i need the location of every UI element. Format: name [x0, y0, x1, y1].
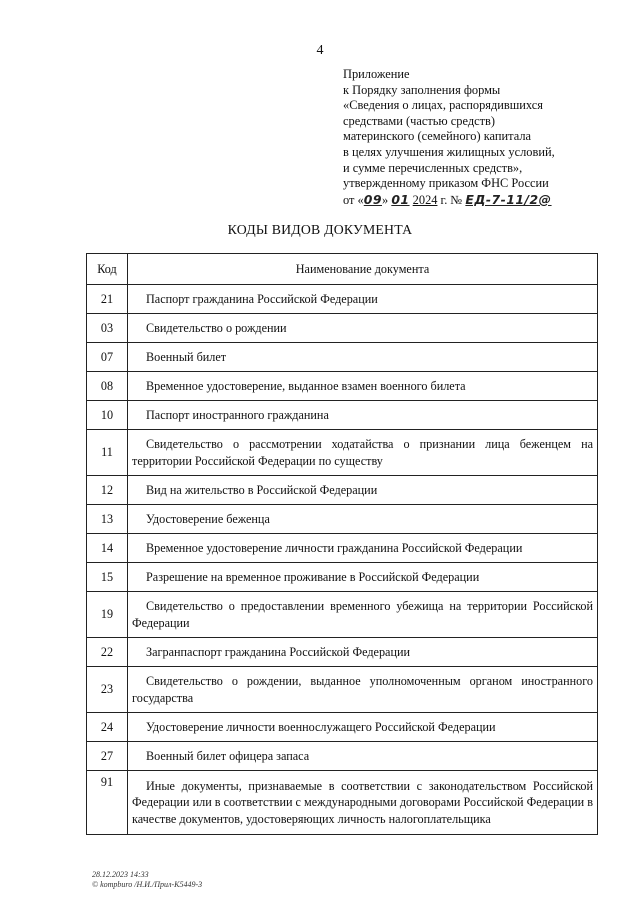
name-cell: Разрешение на временное проживание в Российской Федерации	[128, 563, 598, 592]
name-cell: Военный билет офицера запаса	[128, 742, 598, 771]
table-row	[87, 343, 598, 372]
table-row	[87, 372, 598, 401]
appendix-line: средствами (частью средств)	[343, 113, 496, 128]
appendix-line: утвержденному приказом ФНС России	[343, 176, 549, 191]
table-row	[87, 285, 598, 314]
code-cell: 13	[87, 505, 128, 534]
name-cell: Иные документы, признаваемые в соответствии с законодательством Российской Федерации или в соответствии с международными договорами Российской Федерации в качестве документов, удостоверяющих личность налогоплательщика	[128, 771, 598, 835]
column-header-name: Наименование документа	[128, 254, 598, 285]
code-cell: 24	[87, 713, 128, 742]
code-cell: 15	[87, 563, 128, 592]
document-title: КОДЫ ВИДОВ ДОКУМЕНТА	[227, 222, 413, 237]
table-row	[87, 713, 598, 742]
code-cell: 21	[87, 285, 128, 314]
table-row	[87, 314, 598, 343]
name-cell: Удостоверение личности военнослужащего Российской Федерации	[128, 713, 598, 742]
code-cell: 19	[87, 592, 128, 638]
table-row	[87, 563, 598, 592]
table-row	[87, 505, 598, 534]
table-header-row	[87, 254, 598, 285]
name-cell: Свидетельство о рождении	[128, 314, 598, 343]
name-cell: Свидетельство о рассмотрении ходатайства о признании лица беженцем на территории Российской Федерации по существу	[128, 430, 598, 476]
table-row	[87, 476, 598, 505]
table-row	[87, 430, 598, 476]
date-prefix: от «	[343, 192, 364, 207]
order-month: 01	[391, 191, 410, 207]
order-year: 2024	[412, 192, 438, 207]
code-cell: 08	[87, 372, 128, 401]
code-cell: 27	[87, 742, 128, 771]
date-mid: »	[382, 192, 389, 207]
code-cell: 14	[87, 534, 128, 563]
order-number: ЕД-7-11/2@	[465, 191, 552, 207]
code-cell: 03	[87, 314, 128, 343]
name-cell: Свидетельство о рождении, выданное уполномоченным органом иностранного государства	[128, 667, 598, 713]
code-cell: 22	[87, 638, 128, 667]
code-cell: 11	[87, 430, 128, 476]
table-row	[87, 771, 598, 835]
name-cell: Временное удостоверение, выданное взамен военного билета	[128, 372, 598, 401]
table-row	[87, 667, 598, 713]
table-row	[87, 592, 598, 638]
order-day: 09	[363, 191, 382, 207]
code-cell: 23	[87, 667, 128, 713]
name-cell: Загранпаспорт гражданина Российской Федерации	[128, 638, 598, 667]
column-header-code: Код	[87, 254, 128, 285]
code-cell: 91	[87, 771, 128, 835]
table-row	[87, 638, 598, 667]
table-row	[87, 742, 598, 771]
document-codes-table	[86, 253, 598, 835]
appendix-line: «Сведения о лицах, распорядившихся	[343, 98, 543, 113]
appendix-line: в целях улучшения жилищных условий,	[343, 144, 555, 159]
code-cell: 07	[87, 343, 128, 372]
number-prefix: г. №	[437, 192, 463, 207]
code-cell: 12	[87, 476, 128, 505]
table-row	[87, 534, 598, 563]
appendix-line: материнского (семейного) капитала	[343, 129, 532, 144]
code-cell: 10	[87, 401, 128, 430]
appendix-line: и сумме перечисленных средств»,	[343, 160, 523, 175]
name-cell: Паспорт гражданина Российской Федерации	[128, 285, 598, 314]
name-cell: Удостоверение беженца	[128, 505, 598, 534]
page-number: 4	[316, 43, 324, 58]
print-footer	[92, 870, 202, 890]
appendix-header	[343, 67, 623, 208]
appendix-line: к Порядку заполнения формы	[343, 82, 501, 97]
order-date-line	[343, 192, 623, 209]
table-row	[87, 401, 598, 430]
name-cell: Паспорт иностранного гражданина	[128, 401, 598, 430]
appendix-line: Приложение	[343, 67, 410, 81]
name-cell: Свидетельство о предоставлении временного убежища на территории Российской Федерации	[128, 592, 598, 638]
print-timestamp: 28.12.2023 14:33	[92, 870, 149, 879]
print-reference: © kompburo /Н.И./Прил-К5449-3	[92, 880, 203, 889]
name-cell: Вид на жительство в Российской Федерации	[128, 476, 598, 505]
name-cell: Временное удостоверение личности гражданина Российской Федерации	[128, 534, 598, 563]
name-cell: Военный билет	[128, 343, 598, 372]
